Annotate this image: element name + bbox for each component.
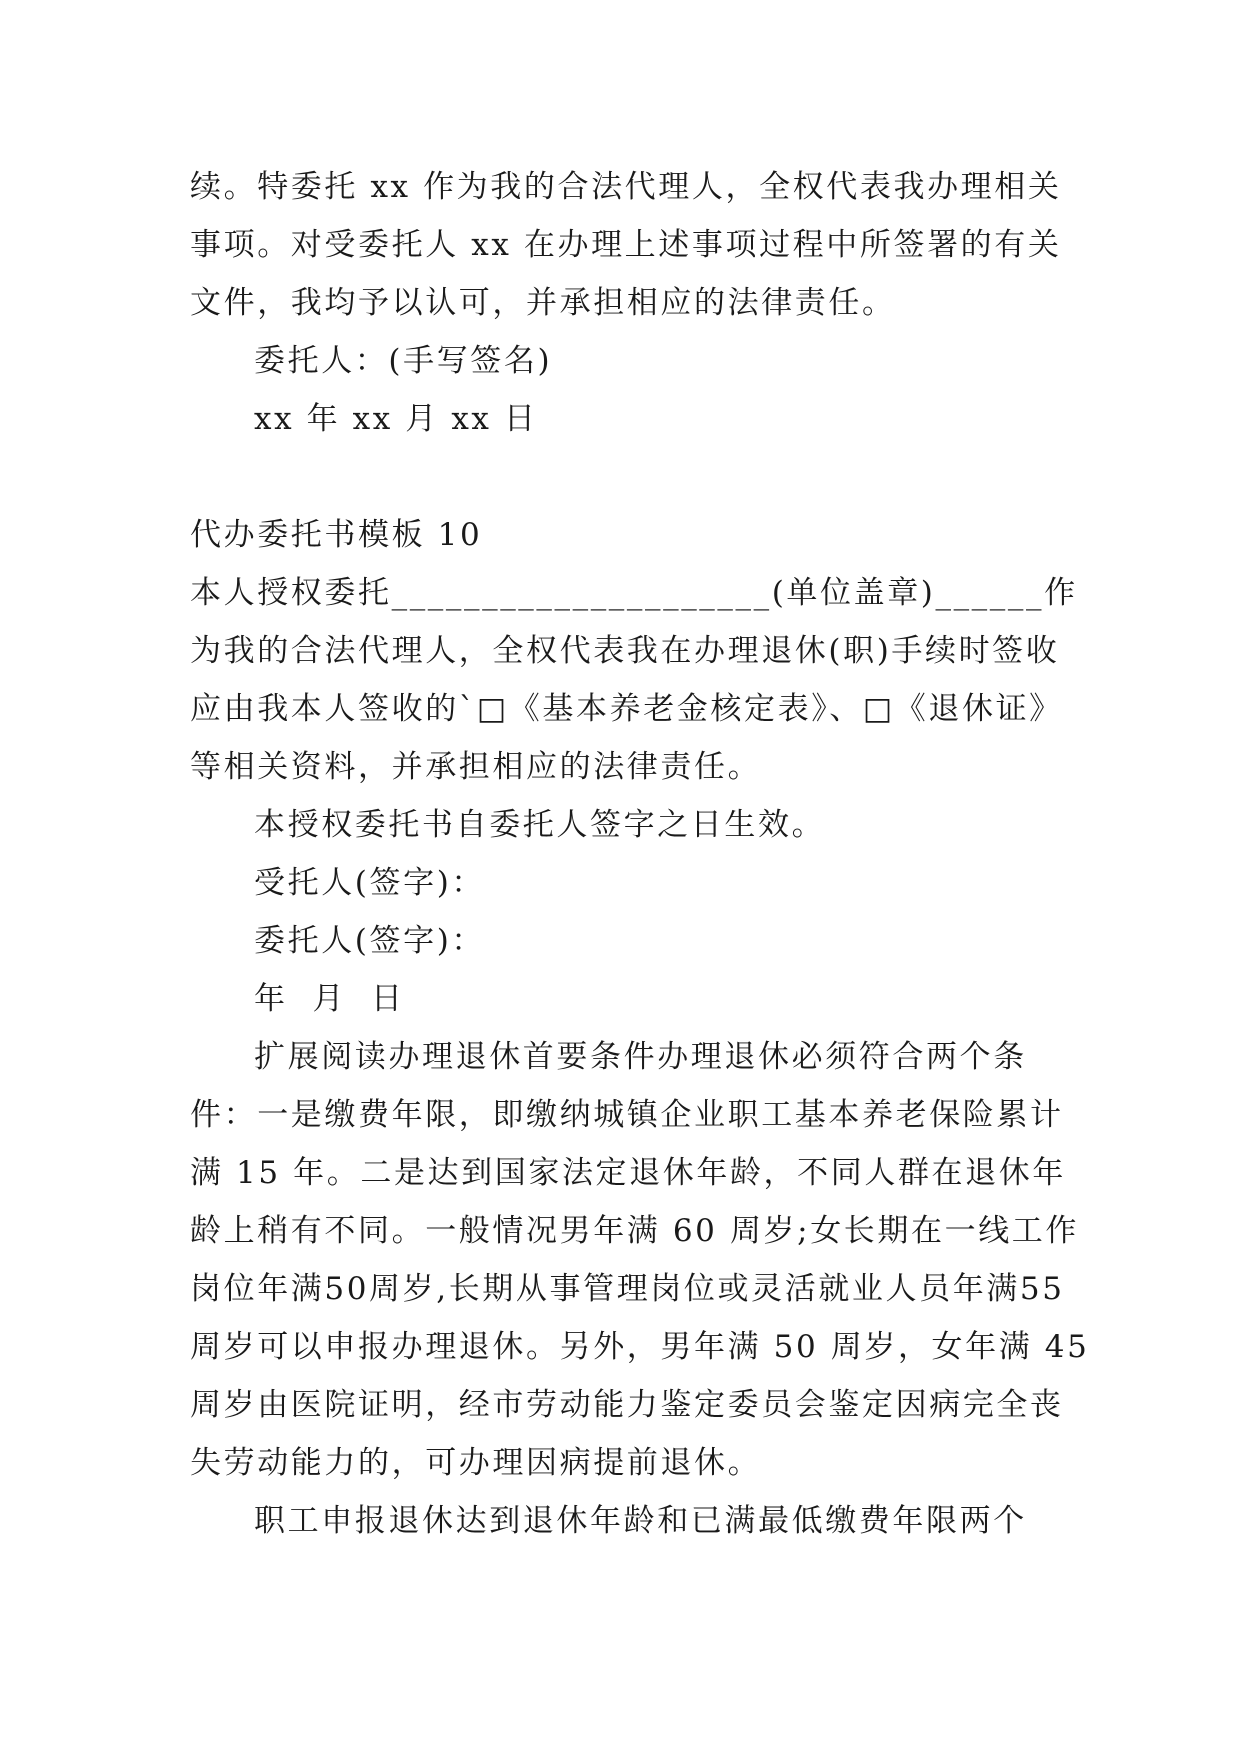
paragraph-line: 龄上稍有不同。一般情况男年满 60 周岁;女长期在一线工作 xyxy=(190,1213,1079,1249)
date-line: xx 年 xx 月 xx 日 xyxy=(254,401,538,437)
paragraph-line: 为我的合法代理人，全权代表我在办理退休(职)手续时签收 xyxy=(190,633,1060,669)
paragraph-line: 事项。对受委托人 xx 在办理上述事项过程中所签署的有关 xyxy=(190,227,1062,263)
trustee-signature-line: 受托人(签字)： xyxy=(254,865,485,901)
trustor-signature-line: 委托人(签字)： xyxy=(254,923,485,959)
paragraph-line: 岗位年满50周岁,长期从事管理岗位或灵活就业人员年满55 xyxy=(190,1271,1065,1307)
paragraph-line: 周岁可以申报办理退休。另外，男年满 50 周岁，女年满 45 xyxy=(190,1329,1090,1365)
paragraph-line: 周岁由医院证明，经市劳动能力鉴定委员会鉴定因病完全丧 xyxy=(190,1387,1064,1423)
section-title: 代办委托书模板 10 xyxy=(190,517,483,553)
paragraph-line: 等相关资料，并承担相应的法律责任。 xyxy=(190,749,762,785)
paragraph-line: 应由我本人签收的`□《基本养老金核定表》、□《退休证》 xyxy=(190,691,1063,727)
date-line: 年 月 日 xyxy=(254,981,405,1017)
paragraph-line: 件：一是缴费年限，即缴纳城镇企业职工基本养老保险累计 xyxy=(190,1097,1064,1133)
paragraph-line: 职工申报退休达到退休年龄和已满最低缴费年限两个 xyxy=(254,1503,1027,1539)
paragraph-line: 扩展阅读办理退休首要条件办理退休必须符合两个条 xyxy=(254,1039,1027,1075)
effective-line: 本授权委托书自委托人签字之日生效。 xyxy=(254,807,826,843)
paragraph-line: 本人授权委托_____________________(单位盖章)______作 xyxy=(190,575,1078,611)
paragraph-line: 文件，我均予以认可，并承担相应的法律责任。 xyxy=(190,285,896,321)
signer-line: 委托人：(手写签名) xyxy=(254,343,553,379)
paragraph-line: 失劳动能力的，可办理因病提前退休。 xyxy=(190,1445,762,1481)
paragraph-line: 满 15 年。二是达到国家法定退休年龄，不同人群在退休年 xyxy=(190,1155,1066,1191)
section-spacer xyxy=(190,448,1052,506)
paragraph-line: 续。特委托 xx 作为我的合法代理人，全权代表我办理相关 xyxy=(190,169,1062,205)
document-body xyxy=(190,158,1090,1550)
